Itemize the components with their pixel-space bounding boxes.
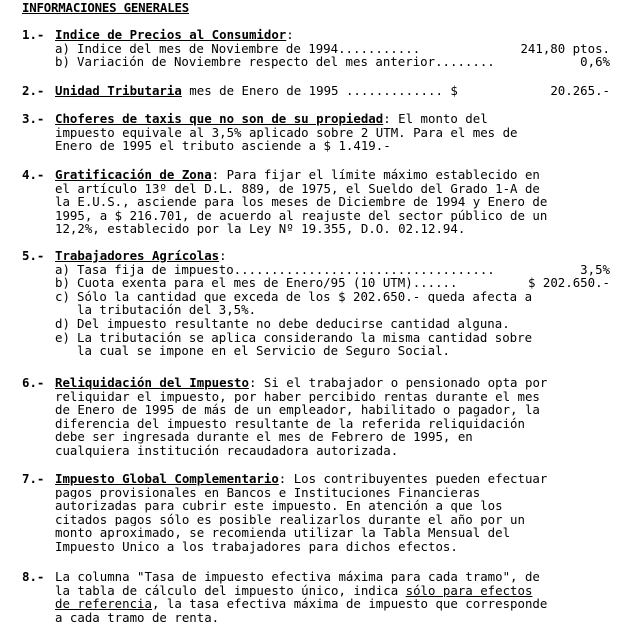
underlined-phrase: sólo para efectos (405, 583, 533, 598)
item-number: 5.- (22, 248, 45, 263)
item-number: 6.- (22, 375, 45, 390)
item-2: 2.- Unidad Tributaria mes de Enero de 1995 ............. $ 20.265.- (22, 83, 610, 98)
sub-item-b: b) Variación de Noviembre respecto del mes anterior ........ 0,6% (55, 54, 610, 70)
cpi-variation-value: 0,6% (580, 54, 610, 70)
item-heading: Gratificación de Zona (55, 168, 212, 182)
sub-item-a: a) Indice del mes de Noviembre de 1994 ........... 241,80 ptos. (55, 40, 610, 56)
item-number: 8.- (22, 569, 45, 584)
item-6: 6.- Reliquidación del Impuesto: Si el trabajador o pensionado opta por reliquidar el impuesto, por haber percibido rentas durante el mes de Enero de 1995 de más de un empleador, habilitado o pagador, la diferencia del impuesto resultante de la referida reliquidación debe ser ingresada durante el mes de Febrero de 1995, en cualquiera institución recaudadora autorizada. (22, 375, 548, 458)
item-heading: Impuesto Global Complementario (55, 472, 279, 486)
item-number: 4.- (22, 167, 45, 182)
item-number: 7.- (22, 471, 45, 486)
sub-item-e: e) La tributación se aplica considerando la misma cantidad sobre la cual se impone en el Servicio de Seguro Social. (55, 329, 533, 358)
item-4: 4.- Gratificación de Zona: Para fijar el límite máximo establecido en el artículo 13º del D.L. 889, de 1975, el Sueldo del Grado 1-A de la E.U.S., asciende para los meses de Diciembre de 1994 y Enero de 1995, a $ 216.701, de acuerdo al reajuste del sector público de un 12,2%, establecido por la Ley Nº 19.355, D.O. 02.12.94. (22, 167, 548, 236)
item-8: 8.- La columna "Tasa de impuesto efectiva máxima para cada tramo", de la tabla de cálculo del impuesto único, indica sólo para efectos de referencia, la tasa efectiva máxima de impuesto que corresponde a cada tramo de renta. (22, 569, 548, 625)
item-heading: Trabajadores Agrícolas (55, 249, 220, 263)
sub-item-c: c) Sólo la cantidad que exceda de los $ 202.650.- queda afecta a la tributación del 3,5%. (55, 288, 533, 317)
item-7: 7.- Impuesto Global Complementario: Los contribuyentes pueden efectuar pagos provisionales en Bancos e Instituciones Financieras autorizadas para cubrir este impuesto. En atención a que los citados pagos sólo es posible realizarlos durante el año por un monto aproximado, se recomienda utilizar la Tabla Mensual del Impuesto Unico a los trabajadores para dichos efectos. (22, 471, 548, 554)
item-heading: Indice de Precios al Consumidor (55, 28, 287, 42)
sub-item-b: b) Cuota exenta para el mes de Enero/95 (10 UTM) ...... $ 202.650.- (55, 275, 610, 291)
item-heading: Reliquidación del Impuesto (55, 376, 249, 390)
item-heading: Unidad Tributaria (55, 83, 182, 98)
cpi-value: 241,80 ptos. (520, 40, 610, 56)
utm-value: 20.265.- (550, 83, 610, 98)
document-title: INFORMACIONES GENERALES (22, 0, 189, 15)
item-number: 1.- (22, 27, 45, 42)
item-number: 2.- (22, 83, 45, 98)
underlined-phrase: de referencia (55, 597, 152, 611)
item-3: 3.- Choferes de taxis que no son de su propiedad: El monto del impuesto equivale al 3,5% aplicado sobre 2 UTM. Para el mes de Enero de 1995 el tributo asciende a $ 1.419.- (22, 111, 518, 153)
item-1: 1.- Indice de Precios al Consumidor: a) Indice del mes de Noviembre de 1994 ........... 241,80 ptos. b) Variación de Noviembre respecto del mes anterior ........ 0,6% (22, 27, 610, 70)
item-5: 5.- Trabajadores Agrícolas: a) Tasa fija de impuesto ................................... 3,5% b) Cuota exenta para el mes de Enero/95 (10 UTM) ...... $ 202.650.- c) Sólo la cantidad que exceda de los $ 202.650.- queda afecta a la tributación del 3,5%. d) Del impuesto resultante no debe deducirse cantidad alguna. e) La tributación se aplica considerando la misma cantidad sobre la cual se impone en el Servicio de Seguro Social. (22, 248, 610, 358)
tax-rate-value: 3,5% (580, 261, 610, 277)
sub-item-a: a) Tasa fija de impuesto ................................... 3,5% (55, 261, 610, 277)
item-heading: Choferes de taxis que no son de su propiedad (55, 112, 384, 126)
exempt-quota-value: $ 202.650.- (527, 275, 610, 291)
sub-item-d: d) Del impuesto resultante no debe deducirse cantidad alguna. (55, 315, 510, 331)
item-number: 3.- (22, 111, 45, 126)
